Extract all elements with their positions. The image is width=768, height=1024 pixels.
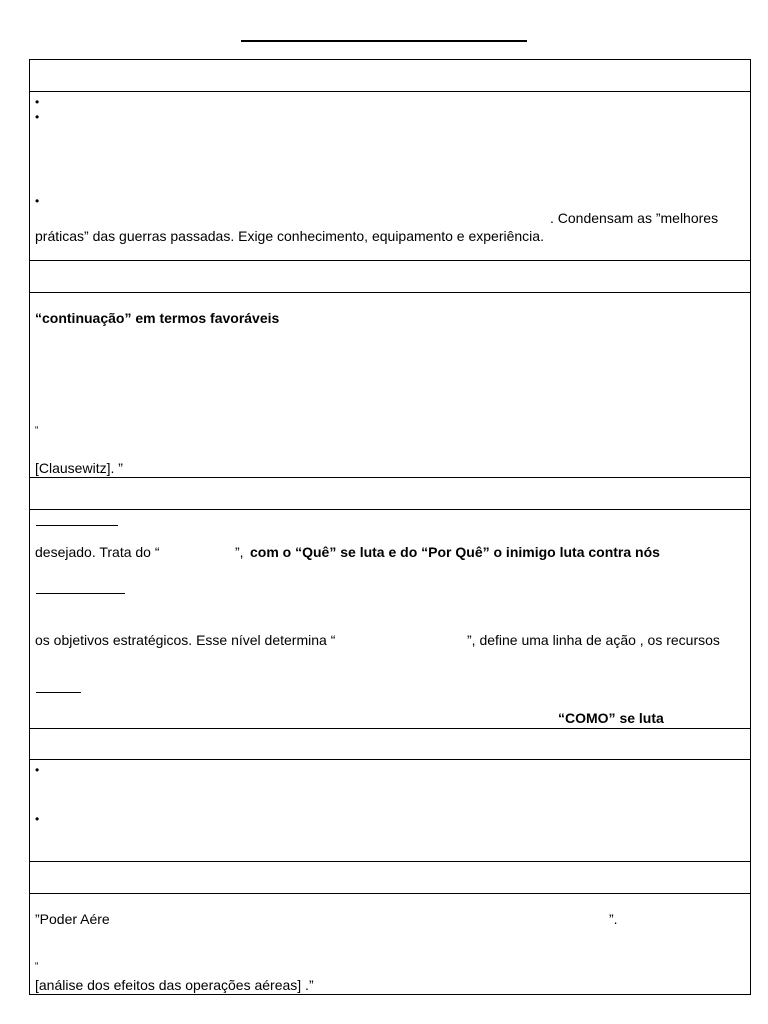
row-border-8 bbox=[29, 861, 751, 862]
paragraph-line: . Condensam as ”melhores bbox=[550, 210, 719, 226]
bullet-marker: • bbox=[35, 110, 40, 124]
paragraph-line: práticas” das guerras passadas. Exige conhecimento, equipamento e experiência. bbox=[35, 228, 544, 244]
row-border-10 bbox=[29, 994, 751, 995]
row-border-5 bbox=[29, 509, 751, 510]
title-underline bbox=[241, 40, 527, 42]
row-border-9 bbox=[29, 893, 751, 894]
row-border-3 bbox=[29, 292, 751, 293]
table-right-border bbox=[750, 59, 751, 995]
paragraph-line: desejado. Trata do “ bbox=[35, 544, 160, 560]
term-underline bbox=[36, 692, 81, 693]
quote-mark: “ bbox=[35, 961, 39, 972]
emphasis-text: “COMO” se luta bbox=[558, 710, 664, 726]
paragraph-line: os objetivos estratégicos. Esse nível determina “ bbox=[35, 632, 336, 648]
table-left-border bbox=[29, 59, 30, 995]
paragraph-line: ”. bbox=[609, 911, 618, 927]
quote-mark: “ bbox=[35, 425, 39, 436]
bullet-marker: • bbox=[35, 95, 40, 109]
bullet-marker: • bbox=[35, 812, 40, 826]
row-border-6 bbox=[29, 728, 751, 729]
paragraph-line: ”, define uma linha de ação , os recursos bbox=[467, 632, 720, 648]
citation-text: [análise dos efeitos das operações aéreas] .” bbox=[35, 977, 314, 993]
row-border-0 bbox=[29, 59, 751, 60]
bullet-marker: • bbox=[35, 194, 40, 208]
row-border-7 bbox=[29, 759, 751, 760]
paragraph-line: ”, bbox=[235, 544, 244, 560]
emphasis-text: com o “Quê” se luta e do “Por Quê” o inimigo luta contra nós bbox=[250, 544, 660, 560]
bullet-marker: • bbox=[35, 763, 40, 777]
row-border-4 bbox=[29, 477, 751, 478]
term-underline bbox=[36, 525, 118, 526]
citation-text: [Clausewitz]. ” bbox=[35, 460, 123, 476]
term-underline bbox=[36, 593, 125, 594]
row-border-1 bbox=[29, 91, 751, 92]
section-heading: “continuação” em termos favoráveis bbox=[35, 310, 280, 326]
row-border-2 bbox=[29, 260, 751, 261]
paragraph-line: ”Poder Aére bbox=[35, 911, 110, 927]
